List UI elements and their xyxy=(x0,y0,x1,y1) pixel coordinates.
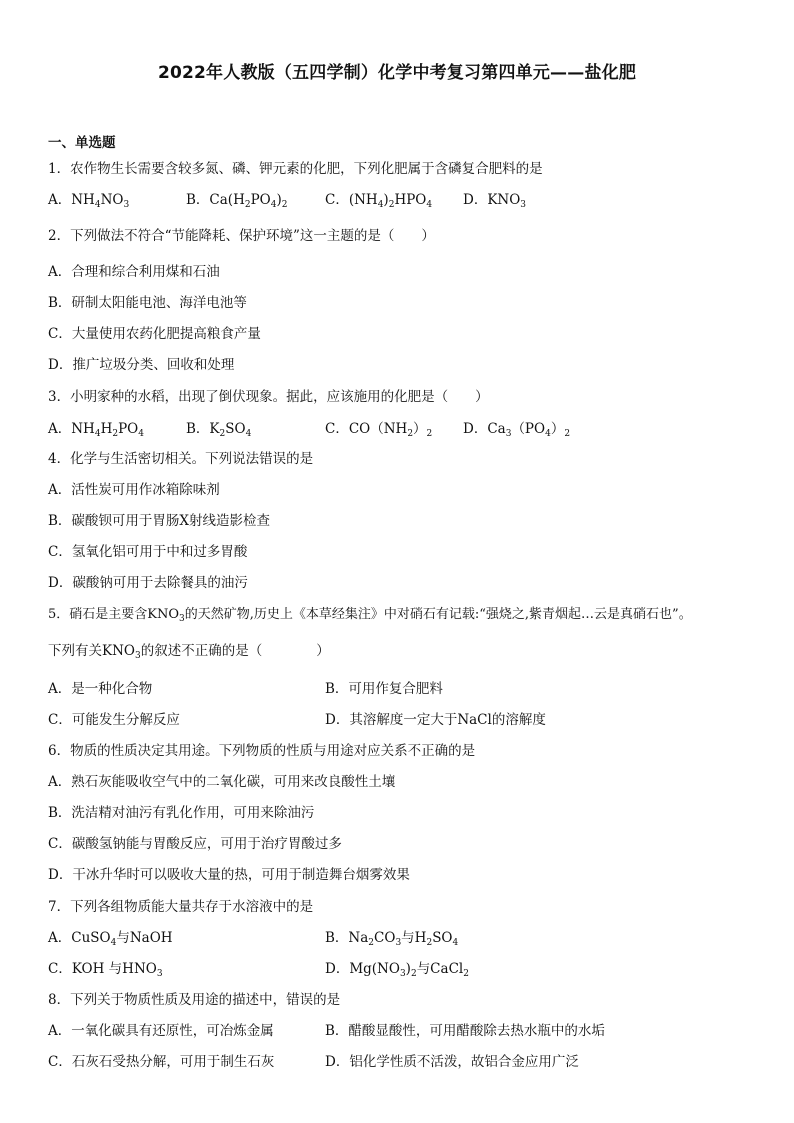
q4-option-d: D．碳酸钠可用于去除餐具的油污 xyxy=(48,575,248,591)
q7-option-b: B．$Na_2CO_3$与$H_2SO_4$ xyxy=(325,930,459,948)
question-4-stem: 4．化学与生活密切相关。下列说法错误的是 xyxy=(48,451,314,467)
question-5-stem: 5．硝石是主要含$KNO_3$的天然矿物,历史上《本草经集注》中对硝石有记载:“强烧之,紫青烟起…云是真硝石也”。 xyxy=(48,607,692,624)
q7-option-a: A．CuSO$_4$与NaOH xyxy=(48,930,173,948)
q1-option-c: C．$(NH_4)_2HPO_4$ xyxy=(325,192,433,210)
section-heading: 一、单选题 xyxy=(48,135,116,151)
question-3-stem: 3．小明家种的水稻，出现了倒伏现象。据此，应该施用的化肥是（ ） xyxy=(48,389,489,405)
question-5-stem-cont: 下列有关$KNO_3$的叙述不正确的是（ ） xyxy=(48,643,330,661)
q5-option-b: B．可用作复合肥料 xyxy=(325,681,443,697)
q8-option-c: C．石灰石受热分解，可用于制生石灰 xyxy=(48,1054,275,1070)
question-8-stem: 8．下列关于物质性质及用途的描述中，错误的是 xyxy=(48,992,341,1008)
q7-option-c: C．KOH 与$HNO_3$ xyxy=(48,961,163,979)
q8-option-b: B．醋酸显酸性，可用醋酸除去热水瓶中的水垢 xyxy=(325,1023,605,1039)
q6-option-d: D．干冰升华时可以吸收大量的热，可用于制造舞台烟雾效果 xyxy=(48,867,410,883)
question-6-stem: 6．物质的性质决定其用途。下列物质的性质与用途对应关系不正确的是 xyxy=(48,743,476,759)
question-7-stem: 7．下列各组物质能大量共存于水溶液中的是 xyxy=(48,899,314,915)
question-1-stem: 1．农作物生长需要含较多氮、磷、钾元素的化肥，下列化肥属于含磷复合肥料的是 xyxy=(48,161,543,177)
page-title: 2022年人教版（五四学制）化学中考复习第四单元——盐化肥 xyxy=(157,63,637,83)
q6-option-a: A．熟石灰能吸收空气中的二氧化碳，可用来改良酸性土壤 xyxy=(48,774,396,790)
q1-option-b: B．$Ca(H_2PO_4)_2$ xyxy=(186,192,288,210)
q6-option-b: B．洗洁精对油污有乳化作用，可用来除油污 xyxy=(48,805,315,821)
q3-option-a: A．$NH_4H_2PO_4$ xyxy=(48,421,144,439)
q3-option-b: B．$K_2SO_4$ xyxy=(186,421,252,439)
q4-option-b: B．碳酸钡可用于胃肠X射线造影检查 xyxy=(48,513,271,529)
q3-option-c: C．$CO(NH_2)_2$ xyxy=(325,421,433,439)
q2-option-d: D．推广垃圾分类、回收和处理 xyxy=(48,357,235,373)
q4-option-c: C．氢氧化铝可用于中和过多胃酸 xyxy=(48,544,248,560)
q1-option-a: A．$NH_4NO_3$ xyxy=(48,192,130,210)
q3-option-d: D．$Ca_3(PO_4)_2$ xyxy=(463,421,571,439)
q5-option-a: A．是一种化合物 xyxy=(48,681,153,697)
question-2-stem: 2．下列做法不符合“节能降耗、保护环境”这一主题的是（ ） xyxy=(48,228,435,244)
q6-option-c: C．碳酸氢钠能与胃酸反应，可用于治疗胃酸过多 xyxy=(48,836,342,852)
q2-option-c: C．大量使用农药化肥提高粮食产量 xyxy=(48,326,261,342)
q8-option-d: D．铝化学性质不活泼，故铝合金应用广泛 xyxy=(325,1054,579,1070)
q4-option-a: A．活性炭可用作冰箱除味剂 xyxy=(48,482,220,498)
q2-option-b: B．研制太阳能电池、海洋电池等 xyxy=(48,295,247,311)
q5-option-d: D．其溶解度一定大于NaCl的溶解度 xyxy=(325,712,546,728)
q7-option-d: D．$Mg(NO_3)_2$与CaCl$_2$ xyxy=(325,961,469,979)
q2-option-a: A．合理和综合利用煤和石油 xyxy=(48,264,220,280)
q8-option-a: A．一氧化碳具有还原性，可冶炼金属 xyxy=(48,1023,274,1039)
q5-option-c: C．可能发生分解反应 xyxy=(48,712,180,728)
q1-option-d: D．$KNO_3$ xyxy=(463,192,527,210)
